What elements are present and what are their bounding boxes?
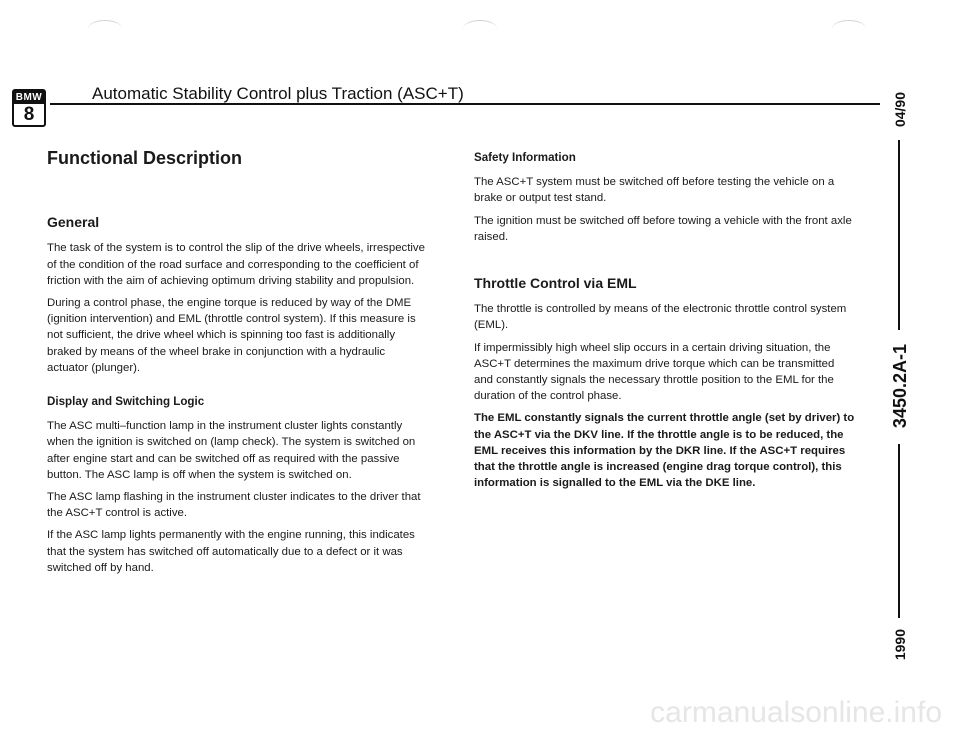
section-title: Functional Description (47, 148, 243, 168)
general-heading: General (47, 214, 100, 231)
punch-hole-mark (463, 20, 497, 37)
paragraph: The ASC lamp flashing in the instrument cluster indicates to the driver that the ASC+T control is active. (47, 491, 421, 520)
paragraph: The EML constantly signals the current throttle angle (set by driver) to the ASC+T via the DKV line. If the throttle angle is to be reduced, the EML receives this information by the DKR line. If the ASC+T requires that the throttle angle is increased (engine drag torque control), this information is signalled to the EML via the DKE line. (474, 412, 855, 490)
paragraph: The task of the system is to control the slip of the drive wheels, irrespective of the condition of the road surface and corresponding to the coefficient of friction with the aim of achieving optimum driving stability and propulsion. (47, 242, 425, 287)
side-year (882, 622, 918, 668)
side-rule (898, 140, 900, 330)
header-rule (50, 103, 880, 105)
logo-brand: BMW (15, 92, 43, 103)
side-code (882, 336, 918, 436)
side-rule (898, 444, 900, 618)
logo-number: 8 (23, 104, 35, 125)
paragraph: If impermissibly high wheel slip occurs in a certain driving situation, the ASC+T determines the maximum drive torque which can be transmitted and constantly signals the necessary throttle position to the EML for the duration of the control phase. (474, 341, 835, 403)
side-code-text: 3450.2A-1 (889, 343, 910, 429)
safety-heading: Safety Information (474, 151, 576, 164)
punch-hole-mark (88, 20, 122, 37)
watermark: carmanualsonline.info (650, 696, 942, 729)
paragraph: If the ASC lamp lights permanently with the engine running, this indicates that the system has switched off automatically due to a defect or it was switched off by hand. (47, 529, 415, 574)
paragraph: The ignition must be switched off before towing a vehicle with the front axle raised. (474, 214, 852, 243)
paragraph: The throttle is controlled by means of the electronic throttle control system (EML). (474, 303, 847, 332)
side-year-text: 1990 (892, 629, 908, 661)
side-date-text: 04/90 (892, 92, 908, 128)
side-date (882, 86, 918, 134)
paragraph: The ASC multi–function lamp in the instrument cluster lights constantly when the ignition is switched on (lamp check). The system is switched on after engine start and can be switched off as required with the passive button. The ASC lamp is off when the system is switched on. (47, 420, 416, 481)
bmw-8-logo (12, 89, 46, 127)
document-title: Automatic Stability Control plus Traction (ASC+T) (92, 84, 464, 103)
punch-hole-mark (832, 20, 866, 37)
display-heading: Display and Switching Logic (47, 395, 205, 409)
paragraph: During a control phase, the engine torque is reduced by way of the DME (ignition intervention) and EML (throttle control system). If this measure is not sufficient, the drive wheel which is spinning too fast is additionally braked by means of the wheel brake in conjunction with a hydraulic actuator (plunger). (47, 297, 416, 374)
paragraph: The ASC+T system must be switched off before testing the vehicle on a brake or output test stand. (474, 176, 835, 205)
throttle-heading: Throttle Control via EML (474, 275, 637, 292)
left-column (47, 150, 429, 582)
right-column (474, 150, 856, 497)
